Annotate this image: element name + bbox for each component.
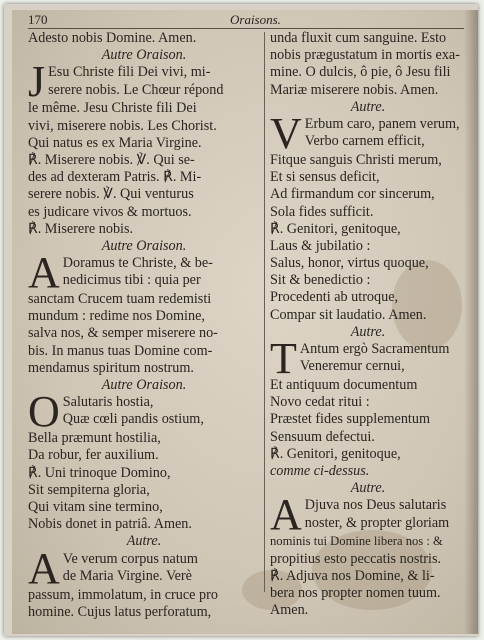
text-line: ℟. Uni trinoque Domino, — [28, 464, 171, 481]
text-line: mendamus spiritum nostrum. — [28, 359, 194, 376]
prayer-heading: Autre Oraison. — [101, 377, 187, 393]
text-line: Da robur, fer auxilium. — [28, 447, 159, 464]
text-line: sanctam Crucem tuam redemisti — [28, 291, 212, 308]
text-line: Doramus te Christe, & be- — [62, 255, 213, 272]
prayer-heading: Autre Oraison. — [101, 237, 187, 254]
running-header — [12, 12, 478, 28]
text-line: Amen. — [270, 602, 309, 619]
text-line: homine. Cujus latus perforatum, — [28, 603, 212, 620]
drop-cap: A — [28, 248, 60, 298]
prayer-continuation — [270, 30, 466, 99]
text-line: Procedenti ab utroque, — [270, 289, 399, 306]
text-line: ℟. Miserere nobis. ℣. Qui se- — [28, 151, 195, 168]
header-rule — [28, 28, 464, 29]
prayer-heading: Autre. — [350, 323, 386, 340]
text-line: Quæ cœli pandis ostium, — [62, 411, 204, 428]
text-line: nominis tui Domine libera nos : & — [270, 534, 443, 549]
hymn-tantum-ergo — [270, 334, 466, 480]
text-line: nedicimus tibi : quia per — [62, 272, 201, 289]
text-line: Qui vitam sine termino, — [28, 498, 163, 515]
text-line: Nobis donet in patriâ. Amen. — [28, 516, 192, 533]
text-line: bis. In manus tuas Domine com- — [28, 342, 213, 359]
text-line: salva nos, & semper miserere no- — [28, 325, 218, 342]
text-line: nobis prægustatum in mortis exa- — [270, 47, 460, 64]
text-line: Ve verum corpus natum — [62, 550, 198, 567]
text-line: serere nobis. ℣. Qui venturus — [28, 186, 194, 203]
hymn-verbum-caro — [270, 108, 466, 324]
page-number: 170 — [28, 12, 48, 27]
text-line: Adesto nobis Domine. Amen. — [28, 30, 197, 46]
drop-cap: A — [28, 543, 60, 593]
drop-cap: V — [270, 108, 302, 158]
text-line: des ad dexteram Patris. ℟. Mi- — [28, 169, 202, 186]
text-line: vivi, miserere nobis. Les Chorist. — [28, 117, 217, 134]
book-page — [12, 10, 478, 634]
text-line: Sit & benedictio : — [270, 272, 371, 289]
text-line: propitius esto peccatis nostris. — [270, 550, 442, 567]
text-line: Laus & jubilatio : — [270, 237, 371, 254]
hymn-o-salutaris — [28, 387, 260, 533]
drop-cap: A — [270, 490, 302, 540]
left-column — [28, 30, 260, 621]
text-line: Erbum caro, panem verum, — [304, 115, 460, 132]
text-line: Bella præmunt hostilia, — [28, 430, 161, 447]
text-line: Præstet fides supplementum — [270, 411, 430, 428]
running-title: Oraisons. — [230, 12, 281, 27]
text-line: le même. Jesu Christe fili Dei — [28, 100, 197, 117]
photo-frame — [4, 4, 478, 636]
text-line: Salus, honor, virtus quoque, — [270, 255, 429, 272]
text-line: Sit sempiterna gloria, — [28, 481, 150, 498]
text-line: passum, immolatum, in cruce pro — [28, 586, 218, 603]
text-line: Fitque sanguis Christi merum, — [270, 151, 442, 168]
text-line: de Maria Virgine. Verè — [62, 567, 192, 584]
prayer-heading: Autre. — [350, 480, 386, 497]
text-line: Sola fides sufficit. — [270, 203, 374, 220]
text-line: serere nobis. Le Chœur répond — [48, 81, 224, 98]
text-line: Antum ergò Sacramentum — [299, 341, 450, 357]
text-line: ℟. Genitori, genitoque, — [270, 220, 401, 237]
page-gutter-shadow — [464, 10, 478, 634]
text-line: ℟. Miserere nobis. — [28, 220, 134, 237]
text-line: bera nos propter nomen tuum. — [270, 584, 441, 601]
text-line: Verbo carnem efficit, — [304, 133, 425, 150]
drop-cap: T — [270, 334, 297, 383]
prayer-heading: Autre Oraison. — [101, 47, 187, 64]
prayer-heading: Autre. — [350, 98, 386, 115]
text-line: Ad firmandum cor sincerum, — [270, 186, 435, 203]
text-line: Sensuum defectui. — [270, 428, 375, 445]
text-line: mundum : redime nos Domine, — [28, 308, 205, 325]
text-line: noster, & propter gloriam — [304, 514, 450, 531]
prayer-adoramus — [28, 248, 260, 377]
text-line: Veneremur cernui, — [299, 358, 405, 375]
text-line: comme ci-dessus. — [270, 462, 370, 479]
drop-cap: O — [28, 387, 60, 437]
prayer-jesu — [28, 57, 260, 238]
text-line: Esu Christe fili Dei vivi, mi- — [48, 64, 211, 81]
column-divider — [264, 32, 265, 592]
text-line: mine. O dulcis, ô pie, ô Jesu fili — [270, 64, 451, 81]
text-line: unda fluxit cum sanguine. Esto — [270, 30, 447, 46]
text-line: Et si sensus deficit, — [270, 169, 380, 186]
prayer-heading: Autre. — [126, 533, 162, 550]
text-line: Et antiquum documentum — [270, 377, 418, 393]
text-line: Qui natus es ex Maria Virgine. — [28, 134, 202, 151]
text-line: ℟. Genitori, genitoque, — [270, 445, 401, 462]
text-line: Compar sit laudatio. Amen. — [270, 306, 427, 323]
right-column — [270, 30, 466, 619]
text-line: es judicare vivos & mortuos. — [28, 203, 192, 220]
prayer-ave-verum — [28, 543, 260, 621]
text-line: Salutaris hostia, — [62, 394, 154, 411]
text-line: Djuva nos Deus salutaris — [304, 497, 447, 514]
prayer-adjuva — [270, 490, 466, 619]
text-line: ℟. Adjuva nos Domine, & li- — [270, 567, 435, 584]
drop-cap: J — [28, 57, 46, 107]
text-line: Novo cedat ritui : — [270, 394, 370, 411]
text-line: Mariæ miserere nobis. Amen. — [270, 81, 439, 98]
